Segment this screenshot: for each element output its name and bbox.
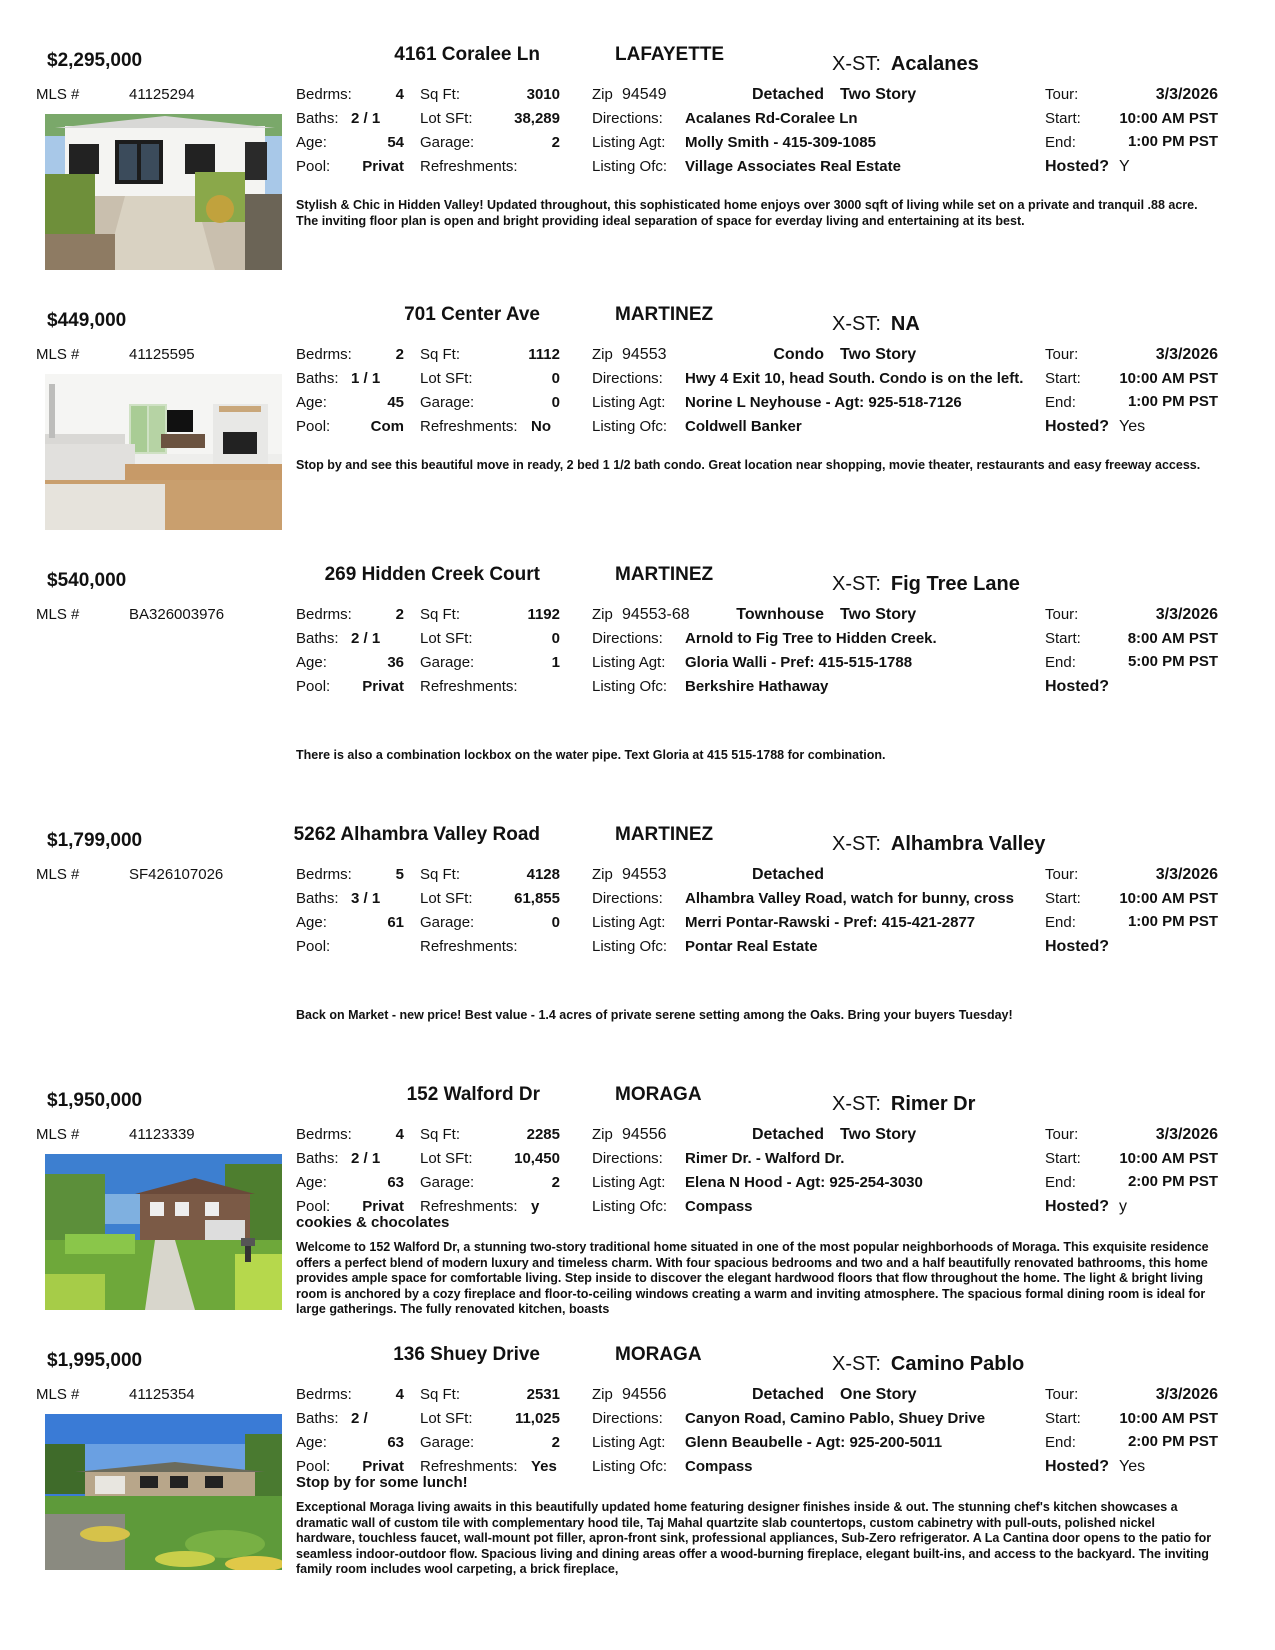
baths-label: Baths: bbox=[296, 1150, 339, 1167]
end-time: 2:00 PM PST bbox=[1127, 1433, 1218, 1450]
garage-value: 2 bbox=[551, 1434, 560, 1451]
cross-street-value: Alhambra Valley bbox=[890, 833, 1046, 855]
pool-value: Privat bbox=[362, 158, 404, 175]
hosted-label: Hosted? bbox=[1045, 938, 1109, 955]
baths-value: 2 / 1 bbox=[351, 110, 381, 127]
lot-sqft-label: Lot SFt: bbox=[420, 890, 473, 907]
end-label: End: bbox=[1045, 134, 1076, 151]
refreshments-value: No bbox=[531, 418, 551, 435]
start-time: 10:00 AM PST bbox=[1119, 1150, 1218, 1167]
bedrooms-label: Bedrms: bbox=[296, 86, 352, 103]
sqft-label: Sq Ft: bbox=[420, 606, 461, 623]
property-type: Detached bbox=[751, 1126, 824, 1143]
listing-office-value: Compass bbox=[685, 1198, 753, 1215]
listing-address: 4161 Coralee Ln bbox=[394, 44, 540, 65]
bedrooms-value: 2 bbox=[395, 346, 404, 363]
garage-value: 1 bbox=[551, 654, 560, 671]
hosted bbox=[1045, 938, 1119, 956]
listing-description: Back on Market - new price! Best value - 1.4 acres of private serene setting among the Oaks. Bring your buyers Tuesday! bbox=[296, 1008, 1013, 1022]
zip-value: 94553 bbox=[622, 346, 667, 363]
listing-address: 152 Walford Dr bbox=[406, 1084, 540, 1105]
start-time: 10:00 AM PST bbox=[1119, 890, 1218, 907]
garage-label: Garage: bbox=[420, 654, 475, 671]
listing-description: There is also a combination lockbox on the water pipe. Text Gloria at 415 515-1788 for combination. bbox=[296, 748, 886, 762]
start-label: Start: bbox=[1045, 630, 1081, 647]
listing-block bbox=[0, 30, 1275, 290]
bedrooms-label: Bedrms: bbox=[296, 346, 352, 363]
cross-street bbox=[832, 833, 1045, 856]
end-label: End: bbox=[1045, 914, 1076, 931]
end-label: End: bbox=[1045, 1434, 1076, 1451]
cross-street-value: NA bbox=[890, 313, 920, 335]
bedrooms-label: Bedrms: bbox=[296, 1386, 352, 1403]
listing-office-label: Listing Ofc: bbox=[592, 158, 668, 175]
mls-label: MLS # bbox=[36, 866, 80, 883]
sqft-label: Sq Ft: bbox=[420, 1126, 461, 1143]
baths-value: 2 / 1 bbox=[351, 1150, 381, 1167]
listing-agent-label: Listing Agt: bbox=[592, 1434, 666, 1451]
two-story-home-photo bbox=[45, 1154, 282, 1310]
directions-value: Acalanes Rd-Coralee Ln bbox=[685, 110, 858, 127]
listing-city: MORAGA bbox=[615, 1084, 702, 1105]
directions-value: Hwy 4 Exit 10, head South. Condo is on the left. bbox=[685, 370, 1024, 387]
age-value: 45 bbox=[387, 394, 404, 411]
listing-agent-value: Norine L Neyhouse - Agt: 925-518-7126 bbox=[685, 394, 962, 411]
pool-value: Com bbox=[370, 418, 404, 435]
property-type: Condo bbox=[773, 346, 824, 363]
listing-agent-value: Merri Pontar-Rawski - Pref: 415-421-2877 bbox=[685, 914, 976, 931]
zip-value: 94556 bbox=[622, 1126, 667, 1143]
refreshments-label: Refreshments: bbox=[420, 1198, 518, 1215]
lot-sqft-value: 10,450 bbox=[514, 1150, 560, 1167]
baths-label: Baths: bbox=[296, 1410, 339, 1427]
baths-value: 2 / bbox=[351, 1410, 368, 1427]
living-room-photo bbox=[45, 374, 282, 530]
directions-value: Rimer Dr. - Walford Dr. bbox=[685, 1150, 845, 1167]
listing-office-value: Coldwell Banker bbox=[685, 418, 802, 435]
tour-label: Tour: bbox=[1045, 1386, 1079, 1403]
age-label: Age: bbox=[296, 914, 327, 931]
mls-label: MLS # bbox=[36, 1126, 80, 1143]
listing-office-label: Listing Ofc: bbox=[592, 1198, 668, 1215]
cross-street bbox=[832, 573, 1020, 596]
directions-label: Directions: bbox=[592, 890, 663, 907]
sqft-label: Sq Ft: bbox=[420, 86, 461, 103]
listing-address: 136 Shuey Drive bbox=[393, 1344, 540, 1365]
listing-address: 5262 Alhambra Valley Road bbox=[293, 824, 540, 845]
bedrooms-value: 2 bbox=[395, 606, 404, 623]
listing-office-label: Listing Ofc: bbox=[592, 678, 668, 695]
age-label: Age: bbox=[296, 394, 327, 411]
directions-label: Directions: bbox=[592, 370, 663, 387]
lot-sqft-label: Lot SFt: bbox=[420, 370, 473, 387]
property-stories: Two Story bbox=[840, 606, 917, 623]
cross-street bbox=[832, 1353, 1024, 1376]
mls-label: MLS # bbox=[36, 606, 80, 623]
hosted bbox=[1045, 158, 1130, 176]
cross-street bbox=[832, 53, 979, 76]
listing-agent-label: Listing Agt: bbox=[592, 1174, 666, 1191]
mls-label: MLS # bbox=[36, 346, 80, 363]
hosted-value: y bbox=[1119, 1198, 1127, 1215]
listing-agent-label: Listing Agt: bbox=[592, 654, 666, 671]
zip-label: Zip bbox=[592, 866, 613, 883]
property-type: Detached bbox=[751, 1386, 824, 1403]
bedrooms-label: Bedrms: bbox=[296, 866, 352, 883]
bedrooms-label: Bedrms: bbox=[296, 1126, 352, 1143]
pool-label: Pool: bbox=[296, 418, 331, 435]
mls-number: 41125354 bbox=[129, 1386, 195, 1403]
end-time: 1:00 PM PST bbox=[1127, 393, 1218, 410]
property-stories: Two Story bbox=[840, 346, 917, 363]
garage-value: 0 bbox=[551, 394, 560, 411]
lot-sqft-label: Lot SFt: bbox=[420, 630, 473, 647]
sqft-value: 3010 bbox=[526, 86, 560, 103]
pool-value: Privat bbox=[362, 1458, 404, 1475]
property-type: Detached bbox=[751, 86, 824, 103]
mls-number: 41123339 bbox=[129, 1126, 195, 1143]
garage-label: Garage: bbox=[420, 1174, 475, 1191]
tour-label: Tour: bbox=[1045, 1126, 1079, 1143]
property-type: Townhouse bbox=[736, 606, 824, 623]
listing-city: MARTINEZ bbox=[615, 824, 714, 845]
cross-street-label: X-ST: bbox=[832, 573, 881, 595]
hosted-label: Hosted? bbox=[1045, 418, 1109, 435]
end-label: End: bbox=[1045, 654, 1076, 671]
lot-sqft-label: Lot SFt: bbox=[420, 1410, 473, 1427]
listing-office-label: Listing Ofc: bbox=[592, 1458, 668, 1475]
directions-value: Arnold to Fig Tree to Hidden Creek. bbox=[685, 630, 937, 647]
baths-label: Baths: bbox=[296, 370, 339, 387]
tour-date: 3/3/2026 bbox=[1155, 606, 1218, 623]
tour-label: Tour: bbox=[1045, 86, 1079, 103]
directions-label: Directions: bbox=[592, 1410, 663, 1427]
bedrooms-value: 4 bbox=[395, 1126, 404, 1143]
listing-agent-label: Listing Agt: bbox=[592, 134, 666, 151]
baths-value: 1 / 1 bbox=[351, 370, 381, 387]
tour-date: 3/3/2026 bbox=[1155, 866, 1218, 883]
refreshments-value: y bbox=[531, 1198, 540, 1215]
baths-label: Baths: bbox=[296, 630, 339, 647]
property-type: Detached bbox=[751, 866, 824, 883]
age-value: 36 bbox=[387, 654, 404, 671]
directions-label: Directions: bbox=[592, 1150, 663, 1167]
listing-office-label: Listing Ofc: bbox=[592, 938, 668, 955]
listing-block bbox=[0, 550, 1275, 810]
hosted-value: Yes bbox=[1119, 1458, 1146, 1475]
lot-sqft-label: Lot SFt: bbox=[420, 110, 473, 127]
zip-label: Zip bbox=[592, 1386, 613, 1403]
property-stories: Two Story bbox=[840, 1126, 917, 1143]
age-label: Age: bbox=[296, 1174, 327, 1191]
pool-label: Pool: bbox=[296, 678, 331, 695]
pool-label: Pool: bbox=[296, 938, 331, 955]
lot-sqft-value: 0 bbox=[551, 630, 560, 647]
start-label: Start: bbox=[1045, 1410, 1081, 1427]
pool-value: Privat bbox=[362, 678, 404, 695]
mls-number: 41125294 bbox=[129, 86, 195, 103]
age-label: Age: bbox=[296, 134, 327, 151]
tour-date: 3/3/2026 bbox=[1155, 1126, 1218, 1143]
sqft-label: Sq Ft: bbox=[420, 346, 461, 363]
age-label: Age: bbox=[296, 1434, 327, 1451]
cross-street-label: X-ST: bbox=[832, 1093, 881, 1115]
listing-price: $1,799,000 bbox=[47, 830, 143, 851]
hosted bbox=[1045, 1198, 1127, 1216]
sqft-label: Sq Ft: bbox=[420, 866, 461, 883]
refreshments-label: Refreshments: bbox=[420, 938, 518, 955]
hosted-value: Yes bbox=[1119, 418, 1146, 435]
sqft-value: 1192 bbox=[527, 606, 560, 623]
listing-agent-label: Listing Agt: bbox=[592, 914, 666, 931]
hosted-value: Y bbox=[1119, 158, 1130, 175]
age-value: 63 bbox=[387, 1434, 404, 1451]
cross-street-label: X-ST: bbox=[832, 313, 881, 335]
listing-office-value: Village Associates Real Estate bbox=[685, 158, 901, 175]
garage-label: Garage: bbox=[420, 1434, 475, 1451]
listing-city: MARTINEZ bbox=[615, 304, 714, 325]
lot-sqft-label: Lot SFt: bbox=[420, 1150, 473, 1167]
directions-value: Alhambra Valley Road, watch for bunny, cross bbox=[685, 890, 1014, 907]
listing-description: Stop by and see this beautiful move in ready, 2 bed 1 1/2 bath condo. Great location near shopping, movie theater, restaurants and easy freeway access. bbox=[296, 458, 1201, 472]
mls-number: 41125595 bbox=[129, 346, 195, 363]
sqft-label: Sq Ft: bbox=[420, 1386, 461, 1403]
listing-agent-value: Gloria Walli - Pref: 415-515-1788 bbox=[685, 654, 913, 671]
lot-sqft-value: 61,855 bbox=[514, 890, 560, 907]
zip-label: Zip bbox=[592, 346, 613, 363]
lot-sqft-value: 11,025 bbox=[514, 1410, 560, 1427]
end-time: 1:00 PM PST bbox=[1127, 913, 1218, 930]
mls-number: BA326003976 bbox=[129, 606, 225, 623]
listing-price: $540,000 bbox=[47, 570, 127, 591]
hosted bbox=[1045, 678, 1119, 696]
garage-value: 2 bbox=[551, 1174, 560, 1191]
directions-value: Canyon Road, Camino Pablo, Shuey Drive bbox=[685, 1410, 986, 1427]
start-time: 8:00 AM PST bbox=[1127, 630, 1218, 647]
extra-note: cookies & chocolates bbox=[296, 1214, 450, 1231]
baths-value: 2 / 1 bbox=[351, 630, 381, 647]
refreshments-label: Refreshments: bbox=[420, 1458, 518, 1475]
hosted-label: Hosted? bbox=[1045, 158, 1109, 175]
lot-sqft-value: 0 bbox=[551, 370, 560, 387]
hosted bbox=[1045, 418, 1145, 436]
refreshments-label: Refreshments: bbox=[420, 158, 518, 175]
tour-date: 3/3/2026 bbox=[1155, 1386, 1218, 1403]
listing-office-value: Berkshire Hathaway bbox=[685, 678, 829, 695]
listing-block bbox=[0, 810, 1275, 1070]
baths-label: Baths: bbox=[296, 110, 339, 127]
hosted-label: Hosted? bbox=[1045, 1458, 1109, 1475]
listing-description: Welcome to 152 Walford Dr, a stunning two-story traditional home situated in one of the most popular neighborhoods of Moraga. This exquisite residence offers a perfect blend of modern luxury and timeless charm. With four spacious bedrooms and two and a half beautifully renovated bathrooms, this home provides ample space for comfortable living. Step inside to discover the elegant hardwood floors that flow throughout the home. The light & bright living room is anchored by a cozy fireplace and floor-to-ceiling windows creating a warm and inviting atmosphere. The spacious formal dining room is ideal for large gatherings. The fully renovated kitchen, boasts bbox=[296, 1240, 1209, 1316]
listing-office-label: Listing Ofc: bbox=[592, 418, 668, 435]
property-stories: Two Story bbox=[840, 86, 917, 103]
listing-agent-value: Elena N Hood - Agt: 925-254-3030 bbox=[685, 1174, 923, 1191]
listing-address: 269 Hidden Creek Court bbox=[324, 564, 540, 585]
listing-address: 701 Center Ave bbox=[404, 304, 540, 325]
cross-street-label: X-ST: bbox=[832, 833, 881, 855]
house-exterior-photo bbox=[45, 114, 282, 270]
mls-number: SF426107026 bbox=[129, 866, 224, 883]
start-time: 10:00 AM PST bbox=[1119, 1410, 1218, 1427]
sqft-value: 4128 bbox=[526, 866, 560, 883]
zip-label: Zip bbox=[592, 1126, 613, 1143]
sqft-value: 1112 bbox=[528, 346, 560, 363]
end-label: End: bbox=[1045, 1174, 1076, 1191]
bedrooms-value: 4 bbox=[395, 86, 404, 103]
hosted bbox=[1045, 1458, 1145, 1476]
refreshments-label: Refreshments: bbox=[420, 418, 518, 435]
garage-value: 0 bbox=[551, 914, 560, 931]
pool-value: Privat bbox=[362, 1198, 404, 1215]
mls-label: MLS # bbox=[36, 86, 80, 103]
start-label: Start: bbox=[1045, 110, 1081, 127]
listing-price: $449,000 bbox=[47, 310, 127, 331]
bedrooms-value: 4 bbox=[395, 1386, 404, 1403]
tour-date: 3/3/2026 bbox=[1155, 86, 1218, 103]
listing-office-value: Compass bbox=[685, 1458, 753, 1475]
age-value: 54 bbox=[387, 134, 404, 151]
age-label: Age: bbox=[296, 654, 327, 671]
sqft-value: 2531 bbox=[526, 1386, 560, 1403]
start-label: Start: bbox=[1045, 370, 1081, 387]
listing-description: Stylish & Chic in Hidden Valley! Updated throughout, this sophisticated home enjoys over 3000 sqft of living while set on a private and tranquil .88 acre. The inviting floor plan is open and bright providing ideal separation of space for everday living and entertaining at its best. bbox=[296, 198, 1198, 228]
start-label: Start: bbox=[1045, 890, 1081, 907]
refreshments-value: Yes bbox=[531, 1458, 557, 1475]
listing-agent-value: Glenn Beaubelle - Agt: 925-200-5011 bbox=[685, 1434, 943, 1451]
listing-block bbox=[0, 1070, 1275, 1330]
listing-agent-label: Listing Agt: bbox=[592, 394, 666, 411]
start-label: Start: bbox=[1045, 1150, 1081, 1167]
listing-price: $1,950,000 bbox=[47, 1090, 143, 1111]
ranch-home-photo bbox=[45, 1414, 282, 1570]
directions-label: Directions: bbox=[592, 110, 663, 127]
listing-agent-value: Molly Smith - 415-309-1085 bbox=[685, 134, 876, 151]
zip-label: Zip bbox=[592, 606, 613, 623]
bedrooms-value: 5 bbox=[395, 866, 404, 883]
listing-price: $1,995,000 bbox=[47, 1350, 143, 1371]
garage-label: Garage: bbox=[420, 394, 475, 411]
cross-street-value: Rimer Dr bbox=[890, 1093, 976, 1115]
zip-value: 94549 bbox=[622, 86, 667, 103]
end-time: 1:00 PM PST bbox=[1127, 133, 1218, 150]
extra-note: Stop by for some lunch! bbox=[296, 1474, 468, 1491]
listing-block bbox=[0, 1330, 1275, 1590]
garage-label: Garage: bbox=[420, 914, 475, 931]
hosted-label: Hosted? bbox=[1045, 1198, 1109, 1215]
zip-value: 94553-68 bbox=[622, 606, 690, 623]
bedrooms-label: Bedrms: bbox=[296, 606, 352, 623]
baths-label: Baths: bbox=[296, 890, 339, 907]
zip-value: 94556 bbox=[622, 1386, 667, 1403]
pool-label: Pool: bbox=[296, 1458, 331, 1475]
start-time: 10:00 AM PST bbox=[1119, 110, 1218, 127]
mls-label: MLS # bbox=[36, 1386, 80, 1403]
zip-label: Zip bbox=[592, 86, 613, 103]
refreshments-label: Refreshments: bbox=[420, 678, 518, 695]
start-time: 10:00 AM PST bbox=[1119, 370, 1218, 387]
cross-street bbox=[832, 1093, 975, 1116]
garage-label: Garage: bbox=[420, 134, 475, 151]
baths-value: 3 / 1 bbox=[351, 890, 381, 907]
listing-city: MARTINEZ bbox=[615, 564, 714, 585]
hosted-label: Hosted? bbox=[1045, 678, 1109, 695]
tour-date: 3/3/2026 bbox=[1155, 346, 1218, 363]
zip-value: 94553 bbox=[622, 866, 667, 883]
listing-office-value: Pontar Real Estate bbox=[685, 938, 818, 955]
listing-block bbox=[0, 290, 1275, 550]
directions-label: Directions: bbox=[592, 630, 663, 647]
tour-label: Tour: bbox=[1045, 606, 1079, 623]
cross-street-value: Fig Tree Lane bbox=[890, 573, 1020, 595]
cross-street-label: X-ST: bbox=[832, 53, 881, 75]
property-stories: One Story bbox=[840, 1386, 917, 1403]
listing-city: LAFAYETTE bbox=[615, 44, 725, 65]
garage-value: 2 bbox=[551, 134, 560, 151]
age-value: 63 bbox=[387, 1174, 404, 1191]
cross-street bbox=[832, 313, 920, 336]
sqft-value: 2285 bbox=[526, 1126, 560, 1143]
cross-street-label: X-ST: bbox=[832, 1353, 881, 1375]
tour-label: Tour: bbox=[1045, 346, 1079, 363]
tour-label: Tour: bbox=[1045, 866, 1079, 883]
cross-street-value: Camino Pablo bbox=[890, 1353, 1025, 1375]
end-label: End: bbox=[1045, 394, 1076, 411]
end-time: 5:00 PM PST bbox=[1127, 653, 1218, 670]
end-time: 2:00 PM PST bbox=[1127, 1173, 1218, 1190]
pool-label: Pool: bbox=[296, 1198, 331, 1215]
cross-street-value: Acalanes bbox=[890, 53, 979, 75]
lot-sqft-value: 38,289 bbox=[514, 110, 560, 127]
pool-label: Pool: bbox=[296, 158, 331, 175]
listing-description: Exceptional Moraga living awaits in this beautifully updated home featuring designer finishes inside & out. The stunning chef's kitchen showcases a dramatic wall of custom tile with complementary hood tile, Taj Mahal quartzite slab countertops, custom cabinetry with pull-outs, polished nickel hardware, touchless faucet, wall-mount pot filler, apron-front sink, professional appliances, Sub-Zero refrigerator. A La Cantina door opens to the patio for seamless indoor-outdoor flow. Spacious living and dining areas offer a wood-burning fireplace, elegant built-ins, and access to the backyard. The inviting family room includes wool carpeting, a brick fireplace, bbox=[296, 1500, 1212, 1576]
age-value: 61 bbox=[387, 914, 404, 931]
listing-city: MORAGA bbox=[615, 1344, 702, 1365]
listing-price: $2,295,000 bbox=[47, 50, 143, 71]
